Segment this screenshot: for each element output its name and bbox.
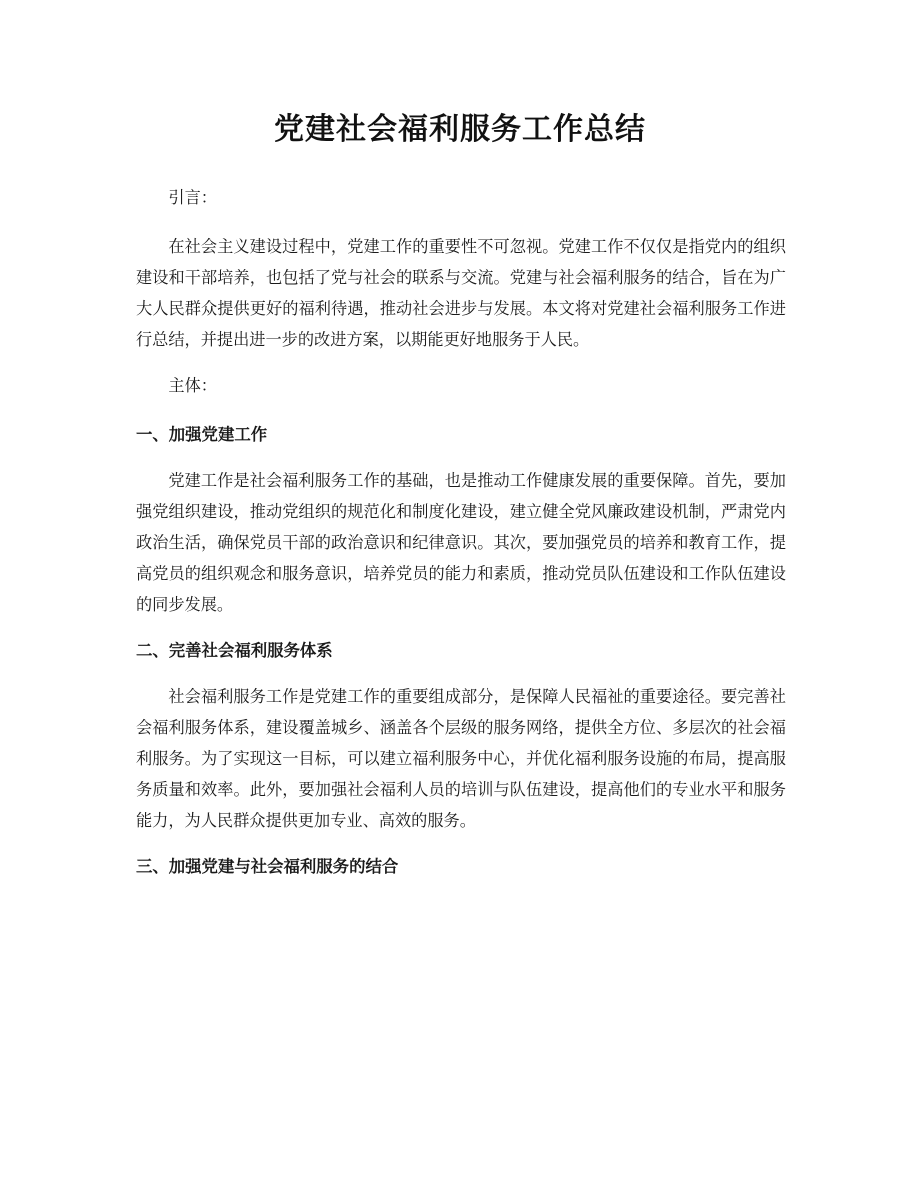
section-1-heading: 一、加强党建工作 [136,425,268,444]
section-3-heading: 三、加强党建与社会福利服务的结合 [136,857,399,876]
intro-label: 引言： [168,188,217,207]
intro-paragraph: 在社会主义建设过程中，党建工作的重要性不可忽视。党建工作不仅仅是指党内的组织建设和干部培养，也包括了党与社会的联系与交流。党建与社会福利服务的结合，旨在为广大人民群众提供更好的福利待遇，推动社会进步与发展。本文将对党建社会福利服务工作进行总结，并提出进一步的改进方案，以期能更好地服务于人民。 [136,237,786,349]
document-body [136,182,786,897]
section-1-paragraph: 党建工作是社会福利服务工作的基础，也是推动工作健康发展的重要保障。首先，要加强党组织建设，推动党组织的规范化和制度化建设，建立健全党风廉政建设机制，严肃党内政治生活，确保党员干部的政治意识和纪律意识。其次，要加强党员的培养和教育工作，提高党员的组织观念和服务意识，培养党员的能力和素质，推动党员队伍建设和工作队伍建设的同步发展。 [136,471,786,614]
section-2-paragraph: 社会福利服务工作是党建工作的重要组成部分，是保障人民福祉的重要途径。要完善社会福利服务体系，建设覆盖城乡、涵盖各个层级的服务网络，提供全方位、多层次的社会福利服务。为了实现这一目标，可以建立福利服务中心，并优化福利服务设施的布局，提高服务质量和效率。此外，要加强社会福利人员的培训与队伍建设，提高他们的专业水平和服务能力，为人民群众提供更加专业、高效的服务。 [136,687,786,830]
section-2-heading: 二、完善社会福利服务体系 [136,641,333,660]
document-title: 党建社会福利服务工作总结 [274,112,646,147]
main-label: 主体： [168,376,217,395]
